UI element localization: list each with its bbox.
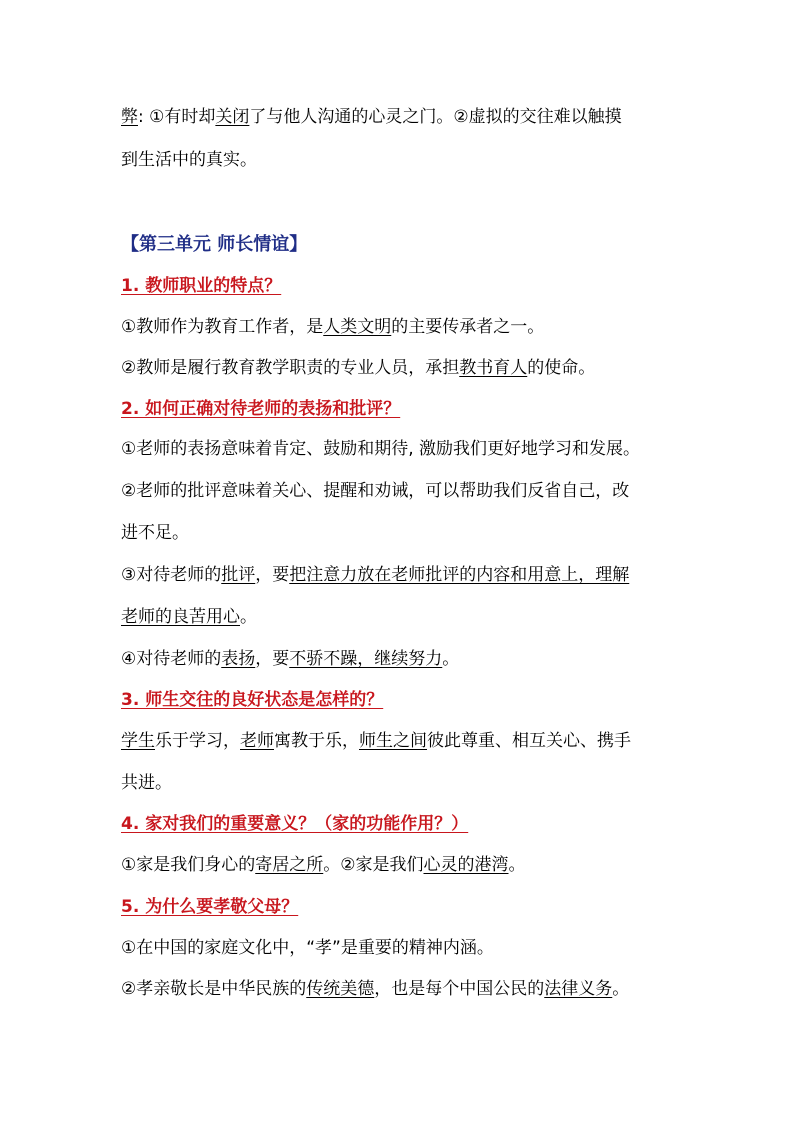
text-segment: 乐于学习， [155, 731, 240, 751]
text-segment: ，也是每个中国公民的 [374, 979, 545, 999]
term-close: 关闭 [215, 107, 250, 127]
key-term: 心灵的港湾 [423, 855, 509, 875]
question-heading [121, 688, 383, 712]
key-term: 师生之间 [359, 731, 427, 751]
key-term: 法律义务 [544, 979, 613, 999]
text-segment: 。②家是我们 [323, 855, 424, 875]
question-5: 5. 为什么要孝敬父母？ [121, 897, 299, 917]
text-segment: 共进。 [121, 773, 172, 793]
unit-title: 【第三单元 师长情谊】 [121, 234, 308, 255]
key-term: 老师 [240, 731, 274, 751]
question-heading [121, 895, 298, 919]
text-line [121, 148, 257, 172]
text-segment: 的使命。 [527, 358, 596, 378]
text-segment: 了与他人沟通的心灵之门。②虚拟的交往难以触摸 [249, 107, 622, 127]
text-segment: ，要 [255, 565, 290, 585]
text-segment: ②孝亲敬长是中华民族的 [121, 979, 307, 999]
text-line [121, 437, 640, 461]
question-2: 2. 如何正确对待老师的表扬和批评？ [121, 399, 401, 419]
text-line [121, 647, 459, 671]
text-segment: ②老师的批评意味着关心、提醒和劝诫，可以帮助我们反省自己，改 [121, 481, 630, 501]
text-segment: 进不足。 [121, 523, 189, 543]
key-term: 学生 [121, 731, 155, 751]
text-segment: ①家是我们身心的 [121, 855, 256, 875]
text-segment: 到生活中的真实。 [121, 150, 257, 170]
text-segment: ①教师作为教育工作者，是 [121, 317, 324, 337]
unit-heading [121, 233, 307, 257]
text-segment: 。 [240, 607, 257, 627]
text-segment: ①老师的表扬意味着肯定、鼓励和期待, 激励我们更好地学习和发展。 [121, 439, 641, 459]
text-segment: : ①有时却 [138, 107, 216, 127]
text-line [121, 605, 257, 629]
text-line [121, 105, 622, 129]
question-heading [121, 812, 468, 836]
text-line [121, 521, 189, 545]
text-segment: ④对待老师的 [121, 649, 222, 669]
question-4: 4. 家对我们的重要意义？（家的功能作用？） [121, 814, 469, 834]
text-segment: 。 [612, 979, 630, 999]
text-segment: ③对待老师的 [121, 565, 222, 585]
key-term: 传统美德 [306, 979, 375, 999]
text-line [121, 936, 494, 960]
text-line [121, 771, 172, 795]
key-term: 不骄不躁，继续努力 [289, 649, 443, 669]
text-line [121, 977, 629, 1001]
text-line [121, 356, 595, 380]
text-segment: ①在中国的家庭文化中，“孝”是重要的精神内涵。 [121, 938, 494, 958]
text-segment: 。 [442, 649, 460, 669]
text-segment: 。 [508, 855, 526, 875]
key-term: 教书育人 [459, 358, 528, 378]
question-heading [121, 274, 281, 298]
key-term: 老师的良苦用心 [121, 607, 240, 627]
term-disadvantage: 弊 [121, 107, 138, 127]
text-segment: 彼此尊重、相互关心、携手 [427, 731, 631, 751]
key-term: 把注意力放在老师批评的内容和用意上，理解 [289, 565, 630, 585]
key-term: 人类文明 [323, 317, 392, 337]
text-line [121, 479, 629, 503]
text-line [121, 563, 629, 587]
text-segment: 的主要传承者之一。 [391, 317, 545, 337]
text-line [121, 315, 544, 339]
text-segment: ②教师是履行教育教学职责的专业人员，承担 [121, 358, 460, 378]
text-line [121, 729, 631, 753]
question-3: 3. 师生交往的良好状态是怎样的？ [121, 690, 384, 710]
question-1: 1. 教师职业的特点？ [121, 276, 282, 296]
text-line [121, 853, 526, 877]
question-heading [121, 397, 400, 421]
key-term: 批评 [221, 565, 256, 585]
text-segment: ，要 [255, 649, 290, 669]
text-segment: 寓教于乐， [274, 731, 359, 751]
key-term: 寄居之所 [255, 855, 324, 875]
key-term: 表扬 [221, 649, 256, 669]
